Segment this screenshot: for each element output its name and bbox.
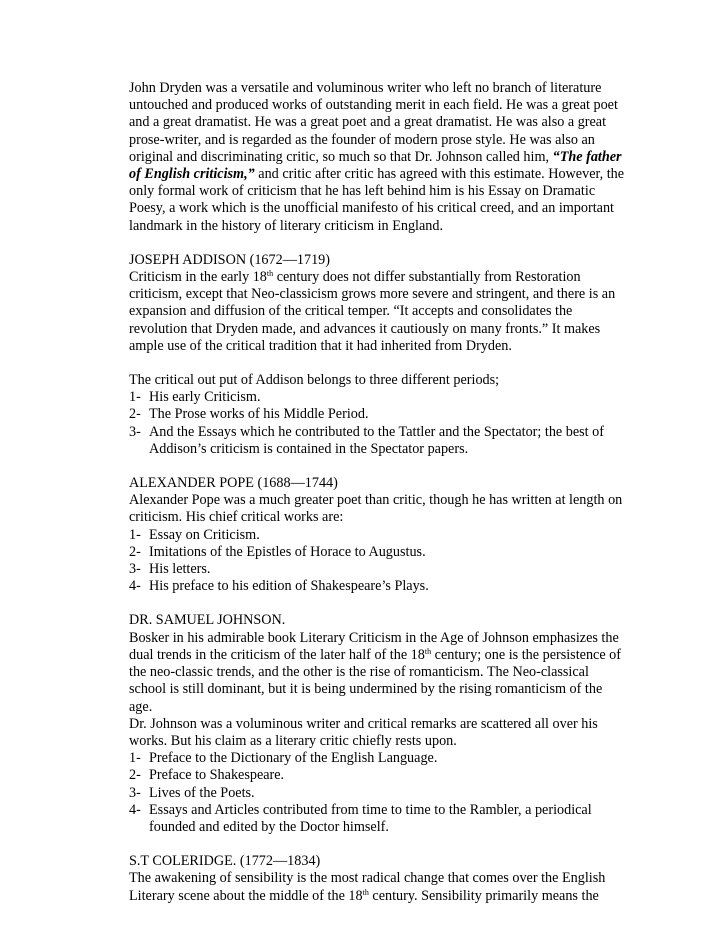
list-number: 2- — [129, 767, 141, 784]
list-text: Lives of the Poets. — [149, 784, 255, 801]
dryden-text-2: and critic after critic has agreed with this estimate. However, the only formal work of criticism that he has left behind him is his Essay on Dramatic Poesy, a work which is the unofficial manifesto of his critical creed, and an important landmark in the history of literary criticism in England. — [129, 166, 625, 234]
johnson-paragraph-1 — [129, 630, 629, 716]
list-item — [129, 578, 629, 595]
list-item — [129, 424, 629, 458]
list-number: 3- — [129, 423, 141, 440]
johnson-paragraph-2: Dr. Johnson was a voluminous writer and critical remarks are scattered all over his works. But his claim as a literary critic chiefly rests upon. — [129, 715, 598, 749]
list-number: 3- — [129, 784, 141, 801]
pope-paragraph: Alexander Pope was a much greater poet than critic, though he has written at length on criticism. His chief critical works are: — [129, 492, 623, 526]
list-text: Preface to the Dictionary of the English Language. — [149, 750, 438, 767]
coleridge-text-1: The awakening of sensibility is the most radical change that comes over the English Literary scene about the middle of the 18 — [129, 870, 606, 904]
pope-works-list — [129, 527, 629, 596]
coleridge-sup: th — [362, 887, 369, 897]
list-item — [129, 389, 629, 406]
johnson-works-list — [129, 750, 629, 836]
document-page — [129, 80, 629, 905]
addison-paragraph — [129, 269, 629, 355]
list-item — [129, 802, 629, 836]
johnson-heading: DR. SAMUEL JOHNSON. — [129, 612, 286, 629]
list-number: 4- — [129, 578, 141, 595]
coleridge-heading: S.T COLERIDGE. (1772—1834) — [129, 853, 321, 870]
list-item — [129, 561, 629, 578]
list-item — [129, 527, 629, 544]
list-text: And the Essays which he contributed to the Tattler and the Spectator; the best of Addison’s criticism is contained in the Spectator papers. — [149, 423, 604, 457]
list-item — [129, 785, 629, 802]
coleridge-paragraph — [129, 870, 629, 904]
dryden-quote: “The father of English criticism,” — [129, 148, 622, 183]
section-dryden — [129, 80, 629, 235]
section-addison — [129, 252, 629, 355]
list-item — [129, 767, 629, 784]
list-number: 1- — [129, 389, 141, 406]
section-johnson — [129, 612, 629, 836]
list-number: 2- — [129, 543, 141, 560]
dryden-paragraph — [129, 80, 629, 235]
list-text: His letters. — [149, 561, 211, 578]
section-addison-periods — [129, 372, 629, 458]
addison-heading: JOSEPH ADDISON (1672—1719) — [129, 251, 331, 268]
section-coleridge — [129, 853, 629, 905]
dryden-text-1: John Dryden was a versatile and voluminous writer who left no branch of literature untouched and produced works of outstanding merit in each field. He was a great poet and a great dramatist. He was a great poet and a great dramatist. He was also a great prose-writer, and is regarded as the founder of modern prose style. He was also an original and discriminating critic, so much so that Dr. Johnson called him, — [129, 80, 618, 165]
addison-periods-list — [129, 389, 629, 458]
coleridge-text-2: century. Sensibility primarily means the — [368, 887, 599, 904]
list-item — [129, 544, 629, 561]
list-text: Preface to Shakespeare. — [149, 767, 285, 784]
list-text: Essays and Articles contributed from time to time to the Rambler, a periodical founded and edited by the Doctor himself. — [149, 801, 592, 835]
list-item — [129, 750, 629, 767]
addison-text-2: century does not differ substantially from Restoration criticism, except that Neo-classicism grows more severe and stringent, and there is an expansion and diffusion of the critical temper. “It accepts and consolidates the revolution that Dryden made, and advances it cautiously on many fronts.” It makes ample use of the critical tradition that it had inherited from Dryden. — [129, 269, 616, 354]
list-item — [129, 406, 629, 423]
pope-heading: ALEXANDER POPE (1688—1744) — [129, 475, 338, 492]
addison-sup: th — [266, 269, 274, 279]
list-text: Imitations of the Epistles of Horace to Augustus. — [149, 543, 426, 560]
list-text: The Prose works of his Middle Period. — [149, 406, 369, 423]
list-text: His preface to his edition of Shakespeare’s Plays. — [149, 578, 429, 595]
list-number: 1- — [129, 750, 141, 767]
list-number: 4- — [129, 801, 141, 818]
list-number: 3- — [129, 561, 141, 578]
list-number: 1- — [129, 526, 141, 543]
list-number: 2- — [129, 406, 141, 423]
list-text: His early Criticism. — [149, 389, 261, 406]
johnson-text-2: century; one is the persistence of the neo-classic trends, and the other is the rise of romanticism. The Neo-classical school is still dominant, but it is being undermined by the rising romanticism of the age. — [129, 646, 621, 715]
addison-periods-intro: The critical out put of Addison belongs to three different periods; — [129, 372, 500, 389]
johnson-sup: th — [424, 646, 432, 656]
list-text: Essay on Criticism. — [149, 526, 260, 543]
section-pope — [129, 475, 629, 595]
johnson-text-1: Bosker in his admirable book Literary Criticism in the Age of Johnson emphasizes the dual trends in the criticism of the later half of the 18 — [129, 629, 619, 663]
addison-text-1: Criticism in the early 18 — [129, 269, 267, 286]
